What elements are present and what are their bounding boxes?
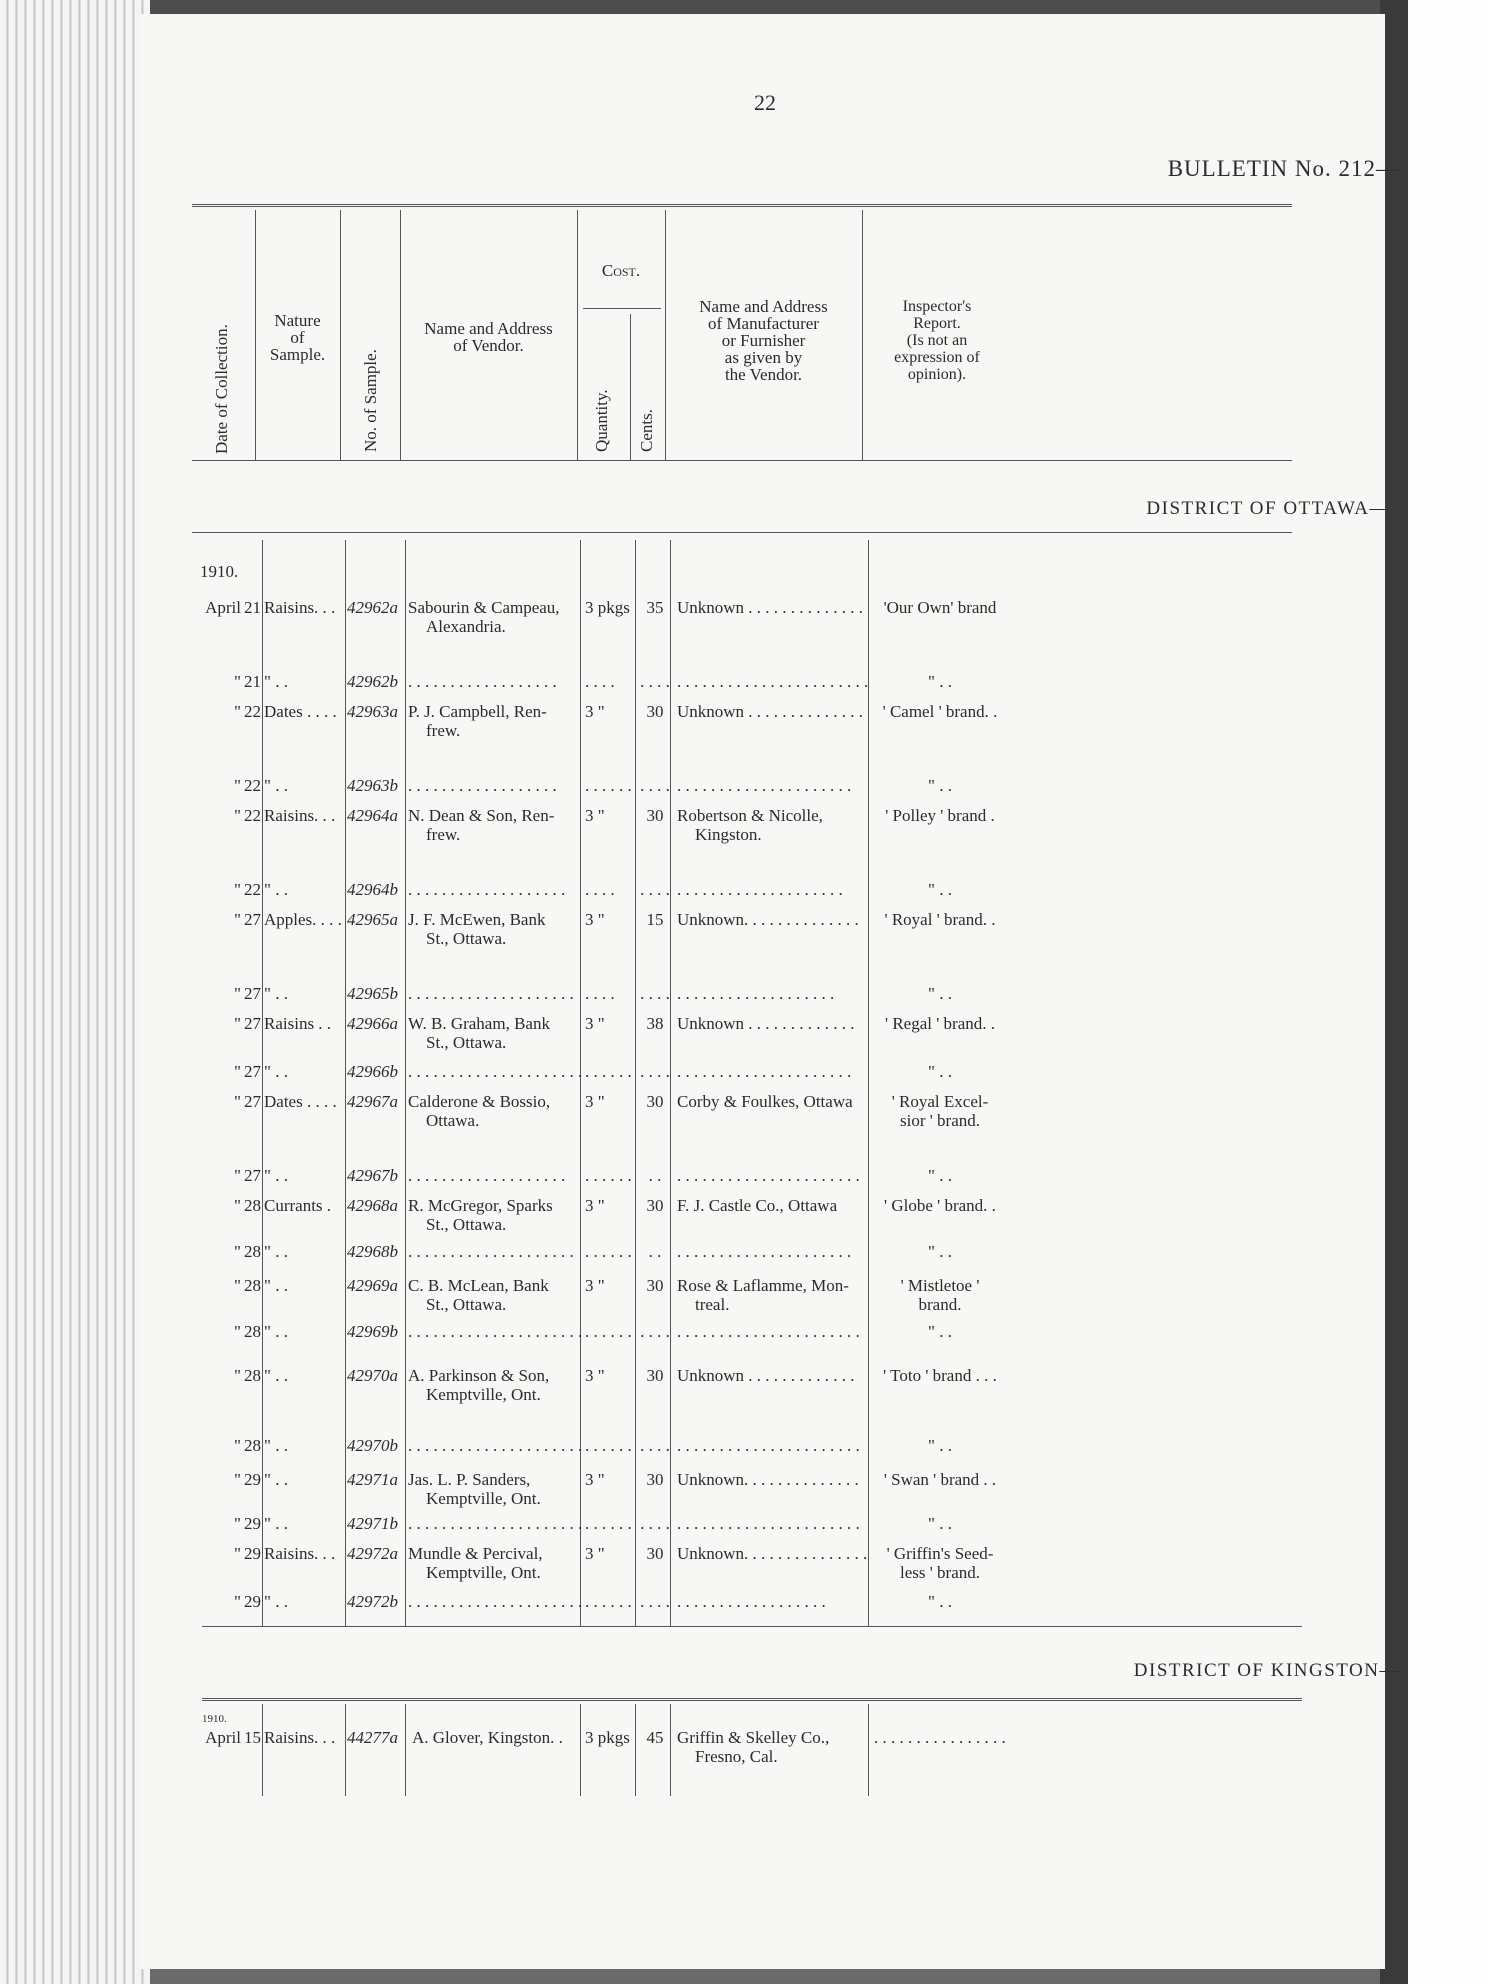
cell-month: " — [234, 672, 241, 691]
cell-month: " — [234, 776, 241, 795]
cell-nature: " . . — [264, 1514, 288, 1533]
cell-quantity: 3 " — [585, 1092, 605, 1111]
cell-manufacturer: . . . . . . . . . . . . . . . . . . . . . — [677, 1062, 852, 1081]
book-right-margin — [1408, 0, 1488, 1984]
cell-day: 29 — [244, 1514, 261, 1533]
cell-report: ' Mistletoe ' — [900, 1276, 980, 1295]
cell-report: " . . — [928, 1322, 952, 1341]
cell-sample-no: 42964b — [347, 880, 398, 899]
cell-report: " . . — [928, 672, 952, 691]
cell-quantity: 3 " — [585, 702, 605, 721]
cell-sample-no: 42966b — [347, 1062, 398, 1081]
cell-manufacturer: . . . . . . . . . . . . . . . . . . . — [677, 984, 835, 1003]
cell-manufacturer: . . . . . . . . . . . . . . . . . . . . . . — [677, 1166, 860, 1185]
cell-report: " . . — [928, 880, 952, 899]
cell-month: " — [234, 1196, 241, 1215]
cell-manufacturer: . . . . . . . . . . . . . . . . . . . . . . — [677, 1514, 860, 1533]
cell-quantity: 3 " — [585, 1366, 605, 1385]
cell-vendor: . . . . . . . . . . . . . . . . . . . . . — [408, 1062, 583, 1081]
cell-day: 28 — [244, 1366, 261, 1385]
col-divider — [670, 1704, 671, 1796]
cell-vendor: Calderone & Bossio, — [408, 1092, 551, 1111]
cell-sample-no: 42971a — [347, 1470, 398, 1489]
cell-month: " — [234, 1436, 241, 1455]
cell-sample-no: 42962a — [347, 598, 398, 617]
cell-day: 28 — [244, 1322, 261, 1341]
cell-month: April — [205, 1728, 241, 1747]
district-rule — [192, 532, 1292, 533]
header-quantity: Quantity. — [592, 389, 611, 452]
cell-month: " — [234, 1166, 241, 1185]
cell-nature: " . . — [264, 1436, 288, 1455]
cell-report: 'Our Own' brand — [883, 598, 997, 617]
cell-day: 27 — [244, 1166, 261, 1185]
cell-cents: 30 — [646, 1544, 664, 1563]
cell-month: April — [205, 598, 241, 617]
col-divider — [868, 540, 869, 1626]
cell-cents: . . . . — [640, 880, 670, 899]
header-cents: Cents. — [637, 409, 656, 452]
cell-nature: " . . — [264, 1062, 288, 1081]
cell-cents: 30 — [646, 806, 664, 825]
cell-report: " . . — [928, 984, 952, 1003]
cell-nature: " . . — [264, 1592, 288, 1611]
col-divider — [340, 210, 341, 460]
cell-month: " — [234, 910, 241, 929]
cell-nature: Raisins. . . — [264, 1728, 336, 1747]
cell-report: ' Regal ' brand. . — [885, 1014, 995, 1033]
cell-quantity: . . . . . . — [585, 1166, 632, 1185]
cell-month: " — [234, 1242, 241, 1261]
cell-vendor: St., Ottawa. — [426, 1295, 507, 1314]
cell-vendor: C. B. McLean, Bank — [408, 1276, 549, 1295]
cell-manufacturer: Robertson & Nicolle, — [677, 806, 823, 825]
cell-cents: . . . . — [640, 1514, 670, 1533]
cell-day: 29 — [244, 1544, 261, 1563]
cell-report: sior ' brand. — [899, 1111, 981, 1130]
cell-month: " — [234, 1322, 241, 1341]
header-vendor: Name and Address of Vendor. — [424, 319, 553, 355]
cell-nature: " . . — [264, 1242, 288, 1261]
cell-vendor: Kemptville, Ont. — [426, 1489, 541, 1508]
cell-nature: Apples. . . . — [264, 910, 342, 929]
cell-quantity: . . . . — [585, 984, 615, 1003]
cell-report: " . . — [928, 1436, 952, 1455]
cell-vendor: frew. — [426, 721, 461, 740]
cell-cents: . . — [648, 1242, 662, 1261]
cell-manufacturer: . . . . . . . . . . . . . . . . . . . . . . . — [677, 672, 869, 691]
cell-sample-no: 42972b — [347, 1592, 398, 1611]
cell-vendor: . . . . . . . . . . . . . . . . . . . — [408, 880, 566, 899]
cell-manufacturer: . . . . . . . . . . . . . . . . . . . . — [677, 880, 843, 899]
cell-nature: " . . — [264, 984, 288, 1003]
cell-day: 28 — [244, 1242, 261, 1261]
header-date: Date of Collection. — [212, 324, 231, 454]
cell-report: " . . — [928, 1062, 952, 1081]
cell-manufacturer: . . . . . . . . . . . . . . . . . . . . . . — [677, 1436, 860, 1455]
ottawa-end-rule — [202, 1626, 1302, 1627]
cell-cents: . . — [648, 1166, 662, 1185]
cell-day: 21 — [244, 672, 261, 691]
cell-manufacturer: . . . . . . . . . . . . . . . . . . . . . . — [677, 1322, 860, 1341]
cell-quantity: 3 " — [585, 806, 605, 825]
col-divider — [630, 314, 631, 460]
cell-vendor: . . . . . . . . . . . . . . . . . . . . . — [408, 1436, 583, 1455]
cell-nature: " . . — [264, 880, 288, 899]
cell-quantity: . . . . . . — [585, 776, 632, 795]
cell-sample-no: 42967b — [347, 1166, 398, 1185]
cell-day: 21 — [244, 598, 261, 617]
cell-sample-no: 42966a — [347, 1014, 398, 1033]
col-divider — [577, 210, 578, 460]
cell-sample-no: 42963a — [347, 702, 398, 721]
cell-sample-no: 42970a — [347, 1366, 398, 1385]
cell-nature: Raisins . . — [264, 1014, 332, 1033]
district-ottawa-heading: DISTRICT OF OTTAWA— — [1146, 498, 1390, 519]
cell-vendor: St., Ottawa. — [426, 1033, 507, 1052]
cell-quantity: . . . . . . — [585, 1514, 632, 1533]
cell-cents: . . . . — [640, 1436, 670, 1455]
cell-month: " — [234, 806, 241, 825]
cell-cents: . . . . — [640, 1592, 670, 1611]
cell-year: 1910. — [202, 1713, 227, 1725]
cell-report: ' Polley ' brand . — [885, 806, 995, 825]
cell-vendor: . . . . . . . . . . . . . . . . . . . . — [408, 984, 574, 1003]
cell-day: 27 — [244, 1014, 261, 1033]
cell-report: ' Toto ' brand . . . — [883, 1366, 997, 1385]
cell-vendor: St., Ottawa. — [426, 1215, 507, 1234]
cell-report: less ' brand. — [899, 1563, 981, 1582]
cell-manufacturer: Unknown . . . . . . . . . . . . . — [677, 1366, 855, 1385]
col-divider — [262, 540, 263, 1626]
cell-sample-no: 44277a — [347, 1728, 398, 1747]
cell-manufacturer: Unknown . . . . . . . . . . . . . . — [677, 598, 864, 617]
cell-report: ' Globe ' brand. . — [884, 1196, 996, 1215]
cell-sample-no: 42963b — [347, 776, 398, 795]
district-kingston-heading: DISTRICT OF KINGSTON— — [1133, 1660, 1400, 1681]
cell-day: 28 — [244, 1436, 261, 1455]
cell-quantity: . . . . . . — [585, 1592, 632, 1611]
cell-sample-no: 42969a — [347, 1276, 398, 1295]
cell-day: 22 — [244, 806, 261, 825]
cell-quantity: . . . . . . — [585, 1322, 632, 1341]
cell-month: " — [234, 880, 241, 899]
cell-vendor: Sabourin & Campeau, — [408, 598, 560, 617]
cell-day: 22 — [244, 702, 261, 721]
cell-vendor: . . . . . . . . . . . . . . . . . . . . . — [408, 1592, 583, 1611]
cell-cents: 30 — [646, 702, 664, 721]
cell-manufacturer: Corby & Foulkes, Ottawa — [677, 1092, 853, 1111]
header-nature: Nature of Sample. — [269, 311, 326, 364]
cell-quantity: 3 " — [585, 1544, 605, 1563]
cell-nature: Currants . — [264, 1196, 332, 1215]
cell-vendor: R. McGregor, Sparks — [408, 1196, 553, 1215]
cell-sample-no: 42967a — [347, 1092, 398, 1111]
cell-month: " — [234, 1062, 241, 1081]
cell-quantity: 3 " — [585, 1470, 605, 1489]
col-divider — [405, 540, 406, 1626]
cell-sample-no: 42971b — [347, 1514, 398, 1533]
header-top-rule — [192, 204, 1292, 207]
page-stack-edge — [0, 0, 150, 1984]
cell-manufacturer: . . . . . . . . . . . . . . . . . . . . . — [677, 776, 852, 795]
cell-cents: 30 — [646, 1366, 664, 1385]
cell-vendor: Kemptville, Ont. — [426, 1563, 541, 1582]
cell-sample-no: 42969b — [347, 1322, 398, 1341]
cell-sample-no: 42964a — [347, 806, 398, 825]
cell-manufacturer: treal. — [695, 1295, 730, 1314]
cell-manufacturer: Rose & Laflamme, Mon- — [677, 1276, 849, 1295]
cell-manufacturer: Griffin & Skelley Co., — [677, 1728, 830, 1747]
cell-day: 28 — [244, 1196, 261, 1215]
col-divider — [345, 1704, 346, 1796]
cell-manufacturer: F. J. Castle Co., Ottawa — [677, 1196, 838, 1215]
cell-sample-no: 42968b — [347, 1242, 398, 1261]
cell-manufacturer: . . . . . . . . . . . . . . . . . . — [677, 1592, 826, 1611]
cell-quantity: 3 " — [585, 910, 605, 929]
col-divider — [262, 1704, 263, 1796]
cell-sample-no: 42965b — [347, 984, 398, 1003]
cell-cents: 45 — [646, 1728, 664, 1747]
cell-day: 22 — [244, 880, 261, 899]
cell-day: 29 — [244, 1470, 261, 1489]
cell-quantity: . . . . . . — [585, 1242, 632, 1261]
cell-report: " . . — [928, 1166, 952, 1185]
cell-quantity: . . . . . . — [585, 1436, 632, 1455]
cell-day: 15 — [244, 1728, 261, 1747]
cell-cents: 30 — [646, 1092, 664, 1111]
cell-month: " — [234, 702, 241, 721]
cell-cents: . . . . — [640, 984, 670, 1003]
cell-cents: . . . . — [640, 1322, 670, 1341]
cell-quantity: 3 pkgs — [585, 598, 630, 617]
col-divider — [580, 540, 581, 1626]
cell-month: " — [234, 1014, 241, 1033]
cell-manufacturer: Unknown. . . . . . . . . . . . . . . — [677, 1544, 868, 1563]
cell-month: " — [234, 984, 241, 1003]
cell-quantity: . . . . . . — [585, 1062, 632, 1081]
cell-cents: . . . . — [640, 672, 670, 691]
cell-report: ' Griffin's Seed- — [886, 1544, 994, 1563]
cell-sample-no: 42970b — [347, 1436, 398, 1455]
cell-vendor: . . . . . . . . . . . . . . . . . . . . . — [408, 1322, 583, 1341]
cell-vendor: P. J. Campbell, Ren- — [408, 702, 547, 721]
cell-vendor: Kemptville, Ont. — [426, 1385, 541, 1404]
cell-vendor: . . . . . . . . . . . . . . . . . . . — [408, 1166, 566, 1185]
cell-vendor: J. F. McEwen, Bank — [408, 910, 546, 929]
cell-month: " — [234, 1092, 241, 1111]
cell-manufacturer: Unknown. . . . . . . . . . . . . . — [677, 1470, 859, 1489]
cell-cents: . . . . — [640, 1062, 670, 1081]
cell-cents: 30 — [646, 1196, 664, 1215]
cell-sample-no: 42962b — [347, 672, 398, 691]
cell-day: 22 — [244, 776, 261, 795]
cell-report: " . . — [928, 1242, 952, 1261]
kingston-rule — [202, 1698, 1302, 1701]
cell-cents: 15 — [646, 910, 664, 929]
cell-nature: " . . — [264, 776, 288, 795]
cell-nature: " . . — [264, 1166, 288, 1185]
col-divider — [635, 1704, 636, 1796]
cell-manufacturer: Unknown . . . . . . . . . . . . . . — [677, 702, 864, 721]
cell-day: 27 — [244, 1062, 261, 1081]
col-divider — [635, 540, 636, 1626]
cell-sample-no: 42965a — [347, 910, 398, 929]
cell-month: " — [234, 1592, 241, 1611]
header-sample-no: No. of Sample. — [361, 349, 380, 452]
cell-report: brand. — [918, 1295, 962, 1314]
cell-vendor: . . . . . . . . . . . . . . . . . . . . — [408, 1242, 574, 1261]
col-divider — [868, 1704, 869, 1796]
cell-day: 29 — [244, 1592, 261, 1611]
cell-cents: . . . . — [640, 776, 670, 795]
cell-cents: 38 — [646, 1014, 664, 1033]
cell-manufacturer: Unknown. . . . . . . . . . . . . . — [677, 910, 859, 929]
cell-day: 27 — [244, 910, 261, 929]
cell-nature: Dates . . . . — [264, 702, 337, 721]
col-divider — [345, 540, 346, 1626]
cell-quantity: 3 " — [585, 1196, 605, 1215]
col-divider — [405, 1704, 406, 1796]
cell-report: ' Royal ' brand. . — [884, 910, 996, 929]
document-page — [140, 14, 1400, 1969]
cell-nature: " . . — [264, 1470, 288, 1489]
cell-vendor: St., Ottawa. — [426, 929, 507, 948]
cell-vendor: frew. — [426, 825, 461, 844]
cell-month: " — [234, 1276, 241, 1295]
cell-vendor: Ottawa. — [426, 1111, 480, 1130]
cell-quantity: 3 " — [585, 1276, 605, 1295]
cell-cents: 35 — [646, 598, 664, 617]
cell-day: 27 — [244, 984, 261, 1003]
cell-day: 28 — [244, 1276, 261, 1295]
header-report: Inspector's Report. (Is not an expression of opinion). — [894, 298, 980, 383]
cell-report: " . . — [928, 1514, 952, 1533]
cell-vendor: . . . . . . . . . . . . . . . . . . — [408, 776, 557, 795]
cell-report: ' Camel ' brand. . — [882, 702, 998, 721]
cell-report: ' Royal Excel- — [891, 1092, 989, 1111]
cell-month: " — [234, 1470, 241, 1489]
cell-nature: Raisins. . . — [264, 1544, 336, 1563]
cell-vendor: Jas. L. P. Sanders, — [408, 1470, 531, 1489]
cell-month: " — [234, 1366, 241, 1385]
cell-nature: " . . — [264, 1276, 288, 1295]
cell-vendor: . . . . . . . . . . . . . . . . . . . . . — [408, 1514, 583, 1533]
col-divider — [670, 540, 671, 1626]
cell-month: " — [234, 1544, 241, 1563]
cell-vendor: A. Glover, Kingston. . — [412, 1728, 563, 1747]
cell-quantity: . . . . — [585, 672, 615, 691]
cell-month: " — [234, 1514, 241, 1533]
cell-manufacturer: Kingston. — [695, 825, 762, 844]
cell-vendor: Alexandria. — [426, 617, 506, 636]
cell-report: " . . — [928, 776, 952, 795]
cell-nature: Raisins. . . — [264, 806, 336, 825]
cell-vendor: W. B. Graham, Bank — [408, 1014, 550, 1033]
cell-nature: " . . — [264, 1322, 288, 1341]
cell-vendor: . . . . . . . . . . . . . . . . . . — [408, 672, 557, 691]
cell-report: " . . — [928, 1592, 952, 1611]
cell-quantity: 3 " — [585, 1014, 605, 1033]
cell-vendor: N. Dean & Son, Ren- — [408, 806, 555, 825]
cell-manufacturer: Fresno, Cal. — [695, 1747, 778, 1766]
cell-sample-no: 42972a — [347, 1544, 398, 1563]
header-cost: Cost. — [601, 261, 641, 280]
header-bottom-rule — [192, 460, 1292, 461]
cell-vendor: A. Parkinson & Son, — [408, 1366, 550, 1385]
header-manufacturer: Name and Address of Manufacturer or Furnisher as given by the Vendor. — [699, 297, 828, 384]
cell-vendor: Mundle & Percival, — [408, 1544, 543, 1563]
cell-nature: Raisins. . . — [264, 598, 336, 617]
cell-manufacturer: . . . . . . . . . . . . . . . . . . . . . — [677, 1242, 852, 1261]
cell-report: ' Swan ' brand . . — [883, 1470, 997, 1489]
cell-quantity: . . . . — [585, 880, 615, 899]
cell-day: 27 — [244, 1092, 261, 1111]
cell-cents: 30 — [646, 1470, 664, 1489]
page-number: 22 — [754, 90, 776, 115]
cell-report: . . . . . . . . . . . . . . . . — [874, 1728, 1006, 1747]
cost-divider — [583, 308, 661, 309]
cell-cents: 30 — [646, 1276, 664, 1295]
cell-nature: Dates . . . . — [264, 1092, 337, 1111]
cell-nature: " . . — [264, 672, 288, 691]
col-divider — [580, 1704, 581, 1796]
cell-quantity: 3 pkgs — [585, 1728, 630, 1747]
cell-sample-no: 42968a — [347, 1196, 398, 1215]
cell-nature: " . . — [264, 1366, 288, 1385]
bulletin-title: BULLETIN No. 212— — [1167, 156, 1400, 181]
cell-manufacturer: Unknown . . . . . . . . . . . . . — [677, 1014, 855, 1033]
year-label: 1910. — [200, 562, 239, 581]
